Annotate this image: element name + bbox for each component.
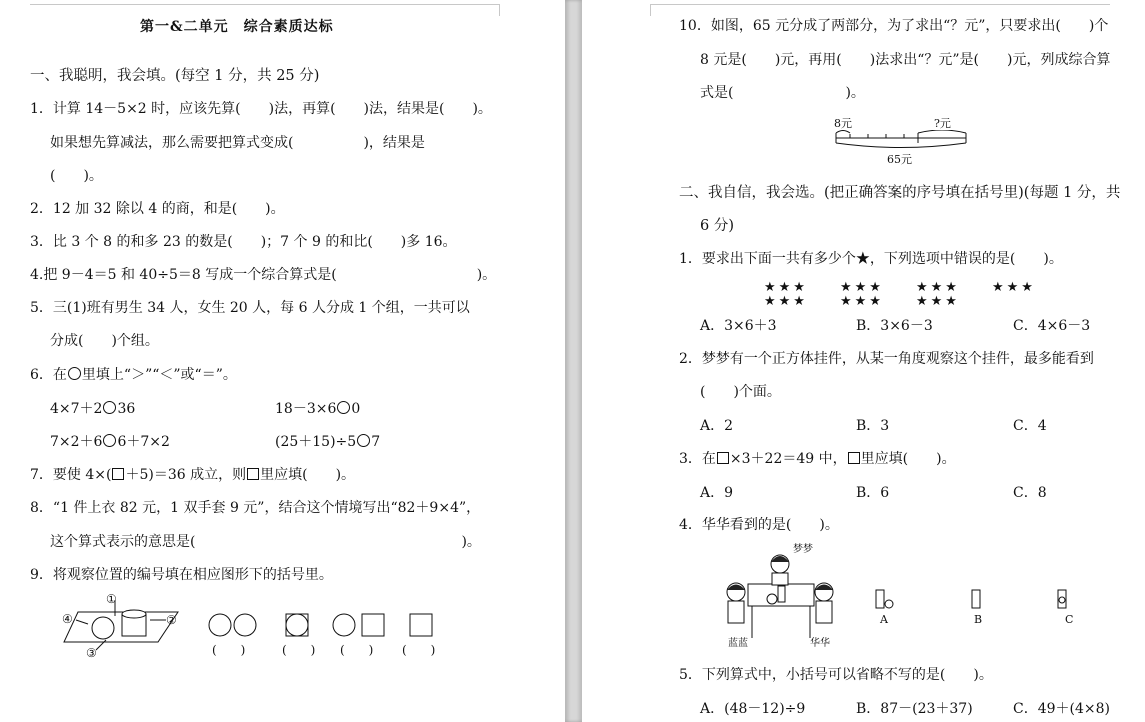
circle-blank-icon (68, 367, 81, 380)
star-row: ★★★ (840, 280, 884, 295)
star-row: ★★★ (992, 280, 1036, 295)
choice-5-option-a: A．(48－12)÷9 (700, 701, 806, 717)
view-c-circle (333, 614, 355, 636)
choice-5-option-b: B．87－(23＋37) (856, 701, 973, 717)
answer-paren-1: ( ) (212, 643, 246, 657)
view-option-b-label: B (974, 613, 983, 626)
item-d-left: (25＋15)÷5 (275, 434, 357, 450)
question-6-item-c (50, 433, 170, 451)
question-6 (30, 366, 237, 384)
choice-3-part-1: 3．在 (679, 451, 716, 467)
view-b-circle (286, 614, 308, 636)
page-corner-mark (650, 4, 651, 16)
choice-1-option-a: A．3×6＋3 (700, 318, 777, 334)
child-mengmeng-body (772, 573, 788, 585)
right-page (582, 0, 1145, 722)
option-b-cylinder (972, 590, 980, 608)
answer-paren-3: ( ) (340, 643, 374, 657)
item-b-right: 0 (351, 401, 361, 417)
circle-blank-icon (103, 434, 116, 447)
choice-2-option-a: A．2 (700, 418, 734, 434)
arrow-4-icon (76, 620, 88, 624)
item-b-left: 18－3×6 (275, 401, 337, 417)
marker-1: ① (106, 592, 117, 606)
question-10-line-2: 8 元是( )元，再用( )法求出“？元”是( )元，列成综合算 (700, 52, 1111, 68)
question-10-line-1: 10．如图，65 元分成了两部分，为了求出“？元”，只要求出( )个 (679, 18, 1109, 34)
page-gutter (565, 0, 582, 722)
page-title: 第一&二单元 综合素质达标 (140, 19, 334, 35)
question-6-prefix: 6．在 (30, 367, 67, 383)
section-2-heading-line-2: 6 分) (700, 218, 734, 234)
brace-8-yuan (836, 131, 850, 134)
ball-icon (767, 594, 777, 604)
question-8-line-2: 这个算式表示的意思是( )。 (50, 534, 481, 550)
segment-diagram (834, 130, 969, 154)
figure-label-8-yuan: 8元 (834, 117, 852, 130)
option-c-ball (1059, 597, 1065, 603)
section-1-heading: 一、我聪明，我会填。(每空 1 分，共 25 分) (30, 68, 320, 84)
square-blank-icon (247, 468, 259, 480)
child-lanlan-body (728, 601, 744, 623)
question-3: 3．比 3 个 8 的和多 23 的数是( )；7 个 9 的和比( )多 16。 (30, 234, 457, 250)
choice-1-option-c: C．4×6－3 (1013, 318, 1091, 334)
star-row: ★★★ (916, 294, 960, 309)
marker-2: ② (166, 613, 177, 627)
question-9: 9．将观察位置的编号填在相应图形下的括号里。 (30, 567, 333, 583)
view-options (874, 588, 1074, 612)
question-6-item-a (50, 400, 135, 418)
star-group-3 (916, 281, 960, 309)
left-page (0, 0, 565, 722)
ball-icon (92, 617, 114, 639)
question-6-suffix: 里填上“＞”“＜”或“＝”。 (81, 367, 237, 383)
marker-3: ③ (86, 646, 97, 660)
circle-blank-icon (337, 401, 350, 414)
star-row: ★★★ (840, 294, 884, 309)
choice-3-option-a: A．9 (700, 485, 734, 501)
page-top-border (650, 4, 1110, 5)
question-1-line-1: 1．计算 14－5×2 时，应该先算( )法，再算( )法，结果是( )。 (30, 101, 492, 117)
choice-2-option-b: B．3 (856, 418, 890, 434)
square-blank-icon (112, 468, 124, 480)
choice-3-part-2: ×3＋22＝49 中， (729, 451, 847, 467)
star-row: ★★★ (916, 280, 960, 295)
question-7-part-3: 里应填( )。 (260, 467, 356, 483)
view-option-c-label: C (1065, 613, 1074, 626)
cylinder-top (122, 610, 146, 618)
choice-3-option-c: C．8 (1013, 485, 1047, 501)
star-group-2 (840, 281, 884, 309)
question-1-line-3: ( )。 (50, 168, 103, 184)
question-7 (30, 466, 355, 484)
view-shapes (205, 610, 445, 640)
choice-1: 1．要求出下面一共有多少个★，下列选项中错误的是( )。 (679, 251, 1063, 267)
answer-paren-4: ( ) (402, 643, 436, 657)
circle-blank-icon (103, 401, 116, 414)
question-5-line-1: 5．三(1)班有男生 34 人，女生 20 人，每 6 人分成 1 个组，一共可以 (30, 300, 470, 316)
page-corner-mark (499, 4, 500, 16)
view-c-square (362, 614, 384, 636)
choice-3-part-3: 里应填( )。 (860, 451, 956, 467)
item-a-right: 36 (117, 401, 136, 417)
label-lanlan: 蓝蓝 (728, 638, 748, 649)
cylinder-icon (778, 586, 785, 602)
figure-label-65-yuan: 65元 (887, 153, 912, 166)
question-2: 2．12 加 32 除以 4 的商，和是( )。 (30, 201, 285, 217)
choice-5: 5．下列算式中，小括号可以省略不写的是( )。 (679, 667, 993, 683)
choice-2-line-1: 2．梦梦有一个正方体挂件，从某一角度观察这个挂件，最多能看到 (679, 351, 1094, 367)
question-10-line-3: 式是( )。 (700, 85, 865, 101)
section-2-heading-line-1: 二、我自信，我会选。(把正确答案的序号填在括号里)(每题 1 分，共 (679, 185, 1121, 201)
item-d-right: 7 (371, 434, 381, 450)
question-7-part-2: ＋5)＝36 成立，则 (125, 467, 247, 483)
figure-label-unknown: ?元 (934, 117, 951, 130)
choice-3-option-b: B．6 (856, 485, 890, 501)
choice-2-option-c: C．4 (1013, 418, 1047, 434)
choice-2-line-2: ( )个面。 (700, 384, 781, 400)
square-blank-icon (848, 452, 860, 464)
label-huahua: 华华 (810, 638, 830, 649)
option-a-cylinder (876, 590, 884, 608)
square-blank-icon (717, 452, 729, 464)
star-group-1 (764, 281, 808, 309)
question-4: 4.把 9－4＝5 和 40÷5＝8 写成一个综合算式是( )。 (30, 267, 497, 283)
brace-total (836, 143, 966, 148)
star-row: ★★★ (764, 294, 808, 309)
child-huahua-body (816, 601, 832, 623)
circle-blank-icon (357, 434, 370, 447)
choice-4: 4．华华看到的是( )。 (679, 517, 839, 533)
view-option-a-label: A (880, 613, 888, 626)
view-a-circle-right (234, 614, 256, 636)
choice-5-option-c: C．49＋(4×8) (1013, 701, 1110, 717)
star-row: ★★★ (764, 280, 808, 295)
children-at-table-illustration (722, 542, 840, 650)
choice-3 (679, 450, 956, 468)
answer-paren-2: ( ) (282, 643, 316, 657)
question-1-line-2: 如果想先算减法，那么需要把算式变成( )，结果是 (50, 135, 425, 151)
question-7-part-1: 7．要使 4×( (30, 467, 112, 483)
item-c-left: 7×2＋6 (50, 434, 103, 450)
tabletop-parallelogram (64, 612, 178, 642)
item-c-right: 6＋7×2 (117, 434, 170, 450)
marker-4: ④ (62, 612, 73, 626)
question-6-item-d (275, 433, 380, 451)
question-8-line-1: 8．“1 件上衣 82 元，1 双手套 9 元”，结合这个情境写出“82＋9×4”， (30, 500, 481, 516)
label-mengmeng: 梦梦 (793, 544, 813, 555)
page-top-border (30, 4, 500, 5)
option-a-ball (885, 600, 893, 608)
view-d-square (410, 614, 432, 636)
question-6-item-b (275, 400, 360, 418)
choice-1-option-b: B．3×6－3 (856, 318, 933, 334)
view-a-circle-left (209, 614, 231, 636)
question-5-line-2: 分成( )个组。 (50, 333, 159, 349)
star-group-4 (992, 281, 1036, 295)
brace-unknown (918, 130, 966, 133)
item-a-left: 4×7＋2 (50, 401, 103, 417)
